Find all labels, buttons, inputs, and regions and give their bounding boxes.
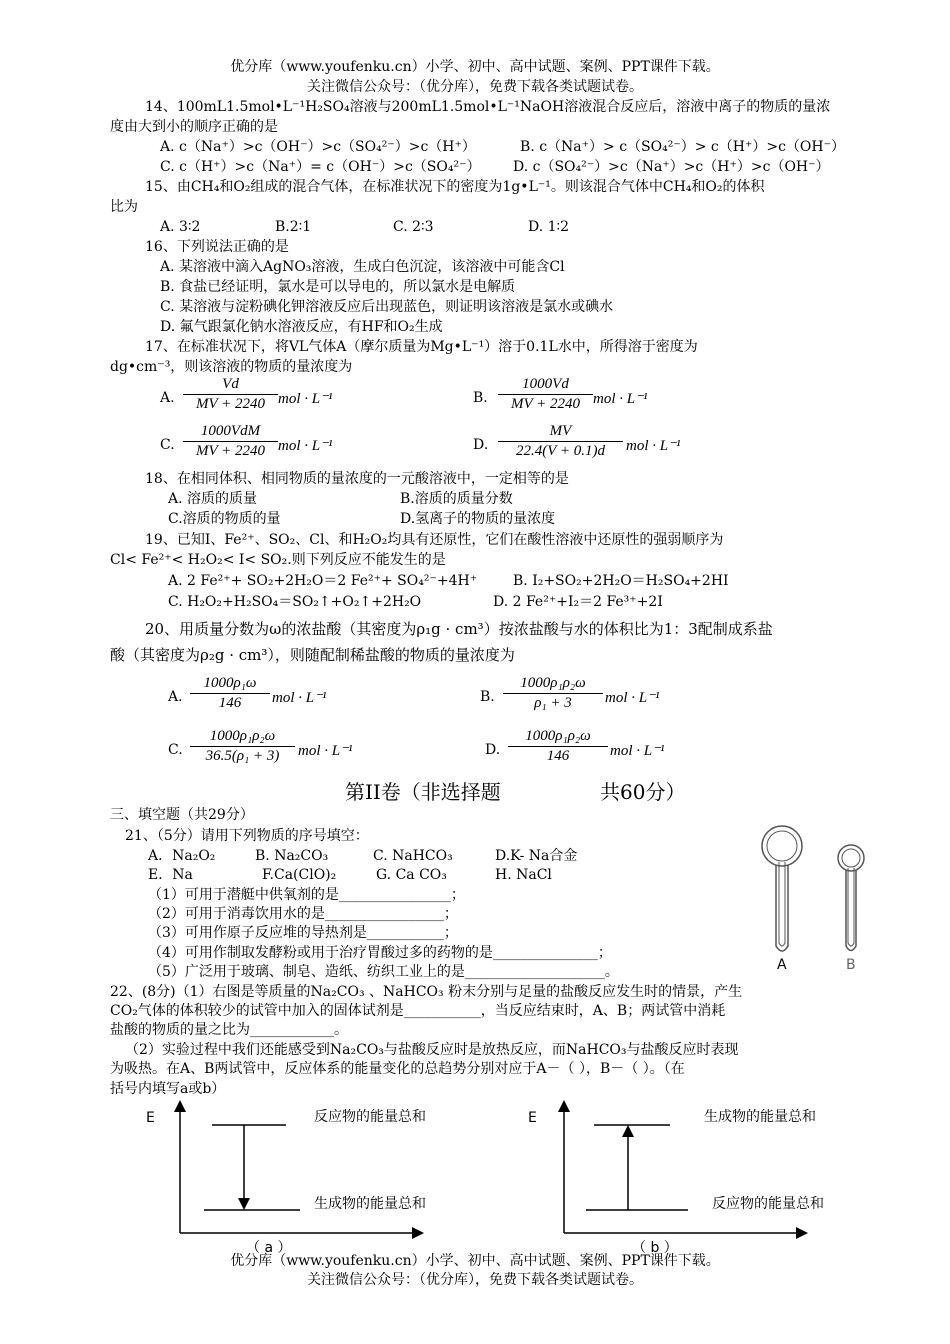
tube-a-label: A (777, 957, 787, 973)
q17-d-label: D. (473, 437, 489, 453)
q20-d-label: D. (485, 742, 501, 758)
q19-option-b: B. I₂+SO₂+2H₂O＝H₂SO₄+2HI (513, 573, 729, 589)
q21-choice-d: D.K- Na合金 (495, 848, 578, 864)
q20-b-label: B. (480, 689, 495, 705)
q20-c-numerator: 1000ρ₁ρ₂ω (190, 728, 295, 747)
q20-a-unit: mol · L⁻¹ (272, 690, 327, 706)
section-2-title: 第II卷（非选择题 (345, 780, 501, 804)
q15-option-c: C. 2∶3 (393, 219, 434, 235)
q20-d-unit: mol · L⁻¹ (610, 743, 665, 759)
q20-a-label: A. (168, 689, 183, 705)
q15-option-b: B.2∶1 (275, 219, 312, 235)
q22-p1-line-3: 盐酸的物质的量之比为____________。 (110, 1022, 348, 1038)
header-line-2: 关注微信公众号：（优分库），免费下载各类试题试卷。 (307, 79, 643, 95)
energy-diagram-a (140, 1098, 450, 1258)
q17-d-numerator: MV (498, 423, 623, 442)
bottom-label: 反应物的能量总和 (712, 1196, 824, 1212)
q14-option-a: A. c（Na⁺）>c（OH⁻）>c（SO₄²⁻）>c（H⁺） (160, 139, 476, 155)
q22-p2-line-1: （2）实验过程中我们还能感受到Na₂CO₃与盐酸反应时是放热反应，而NaHCO₃与盐酸反应时表现 (125, 1042, 739, 1058)
q17-c-numerator: 1000VdM (183, 423, 278, 442)
q17-c-unit: mol · L⁻¹ (278, 438, 333, 454)
q21-blank-1: （1）可用于潜艇中供氧剂的是________________； (148, 887, 465, 903)
q16-option-c: C. 某溶液与淀粉碘化钾溶液反应后出现蓝色，则证明该溶液是氯水或碘水 (160, 299, 614, 315)
q17-a-fraction (183, 376, 278, 413)
q15-option-d: D. 1∶2 (528, 219, 570, 235)
q20-a-numerator: 1000ρ₁ω (190, 675, 270, 694)
q15-stem-2: 比为 (110, 199, 138, 215)
q17-a-numerator: Vd (183, 376, 278, 395)
q21-choice-h: H. NaCl (495, 867, 552, 883)
q18-option-b: B.溶质的质量分数 (400, 491, 513, 507)
bottom-label: 生成物的能量总和 (314, 1196, 426, 1212)
caption: （ a ） (246, 1240, 292, 1256)
q17-c-denominator: MV + 2240 (195, 443, 265, 459)
q17-c-fraction (183, 423, 278, 460)
q20-stem-1: 20、用质量分数为ω的浓盐酸（其密度为ρ₁g · cm³）按浓盐酸与水的体积比为1：3配制成系盐 (145, 620, 773, 638)
caption: （ b ） (632, 1240, 678, 1256)
q17-stem-2: dg•cm⁻³，则该溶液的物质的量浓度为 (110, 359, 353, 375)
q21-blank-5: （5）广泛用于玻璃、制皂、造纸、纺织工业上的是____________________。 (148, 964, 619, 980)
q17-d-unit: mol · L⁻¹ (626, 438, 681, 454)
q20-c-fraction (190, 728, 295, 765)
q18-stem: 18、在相同体积、相同物质的量浓度的一元酸溶液中，一定相等的是 (145, 471, 569, 487)
q16-stem: 16、下列说法正确的是 (145, 239, 289, 255)
test-tube-b (838, 845, 864, 951)
q17-a-unit: mol · L⁻¹ (278, 391, 333, 407)
tube-b-label: B (846, 957, 856, 973)
q21-blank-3: （3）可用作原子反应堆的导热剂是___________； (148, 925, 458, 941)
q16-option-d: D. 氟气跟氯化钠水溶液反应，有HF和O₂生成 (160, 319, 443, 335)
q20-b-unit: mol · L⁻¹ (605, 690, 660, 706)
q17-b-denominator: MV + 2240 (510, 396, 580, 412)
header-line-1: 优分库（www.youfenku.cn）小学、初中、高中试题、案例、PPT课件下载。 (230, 59, 720, 75)
q17-b-fraction (498, 376, 593, 413)
q20-d-denominator: 146 (546, 748, 570, 764)
top-label: 生成物的能量总和 (704, 1109, 816, 1125)
q20-c-denominator: 36.5(ρ₁ + 3) (205, 748, 280, 764)
section-3-title: 三、填空题（共29分） (110, 807, 254, 823)
q21-choice-c: C. NaHCO₃ (373, 848, 453, 864)
test-tubes-figure (735, 818, 885, 978)
axis-label: E (146, 1110, 155, 1126)
q21-choice-a: A．Na₂O₂ (148, 848, 216, 864)
q19-stem-1: 19、已知I、Fe²⁺、SO₂、Cl、和H₂O₂均具有还原性，它们在酸性溶液中还原性的强弱顺序为 (145, 532, 724, 548)
q20-b-denominator: ρ₁ + 3 (534, 695, 572, 711)
q21-choice-b: B. Na₂CO₃ (255, 848, 329, 864)
q14-stem-2: 度由大到小的顺序正确的是 (110, 119, 278, 135)
energy-diagram-b (522, 1098, 847, 1258)
axis-label: E (528, 1110, 537, 1126)
q14-option-b: B. c（Na⁺）> c（SO₄²⁻）> c（H⁺）>c（OH⁻） (520, 139, 845, 155)
footer-line-2: 关注微信公众号：（优分库），免费下载各类试题试卷。 (307, 1272, 643, 1288)
q20-a-fraction (190, 675, 270, 712)
q21-blank-2: （2）可用于消毒饮用水的是_________________； (148, 906, 458, 922)
q17-d-denominator: 22.4(V + 0.1)d (515, 443, 605, 459)
q14-option-d: D. c（SO₄²⁻）>c（Na⁺）>c（H⁺）>c（OH⁻） (513, 159, 830, 175)
q21-stem: 21、（5分）请用下列物质的序号填空： (125, 828, 369, 844)
q19-option-c: C. H₂O₂+H₂SO₄＝SO₂↑+O₂↑+2H₂O (168, 594, 422, 610)
q20-d-numerator: 1000ρ₁ρ₂ω (508, 728, 608, 747)
q17-a-denominator: MV + 2240 (195, 396, 265, 412)
q21-choice-f: F.Ca(ClO)₂ (262, 867, 337, 883)
q21-blank-4: （4）可用作制取发酵粉或用于治疗胃酸过多的药物的是_______________； (148, 945, 612, 961)
q17-c-label: C. (160, 437, 175, 453)
q19-option-a: A. 2 Fe²⁺+ SO₂+2H₂O＝2 Fe²⁺+ SO₄²⁻+4H⁺ (168, 573, 478, 589)
q22-p1-line-2: CO₂气体的体积较少的试管中加入的固体试剂是___________，当反应结束时，A、B；两试管中消耗 (110, 1003, 726, 1019)
q20-b-numerator: 1000ρ₁ρ₂ω (503, 675, 603, 694)
q21-choice-e: E．Na (148, 867, 193, 883)
footer-line-1: 优分库（www.youfenku.cn）小学、初中、高中试题、案例、PPT课件下载。 (230, 1253, 720, 1269)
q18-option-a: A. 溶质的质量 (168, 491, 258, 507)
q14-stem-1: 14、100mL1.5mol•L⁻¹H₂SO₄溶液与200mL1.5mol•L⁻¹NaOH溶液混合反应后，溶液中离子的物质的量浓 (145, 99, 831, 115)
q20-c-unit: mol · L⁻¹ (298, 743, 353, 759)
q20-stem-2: 酸（其密度为ρ₂g · cm³），则随配制稀盐酸的物质的量浓度为 (110, 646, 515, 664)
q19-option-d: D. 2 Fe²⁺+I₂＝2 Fe³⁺+2I (493, 594, 663, 610)
q20-d-fraction (508, 728, 608, 765)
test-tube-a (762, 826, 802, 951)
q16-option-b: B. 食盐已经证明，氯水是可以导电的，所以氯水是电解质 (160, 279, 516, 295)
q14-option-c: C. c（H⁺）>c（Na⁺）= c（OH⁻）>c（SO₄²⁻） (160, 159, 481, 175)
q17-b-label: B. (473, 390, 488, 406)
q20-c-label: C. (168, 742, 183, 758)
q15-stem-1: 15、由CH₄和O₂组成的混合气体，在标准状况下的密度为1g•L⁻¹。则该混合气体中CH₄和O₂的体积 (145, 179, 765, 195)
q17-b-numerator: 1000Vd (498, 376, 593, 395)
q17-b-unit: mol · L⁻¹ (593, 391, 648, 407)
q18-option-d: D.氢离子的物质的量浓度 (400, 511, 556, 527)
q22-p1-line-1: 22、(8分)（1）右图是等质量的Na₂CO₃ 、NaHCO₃ 粉末分别与足量的盐酸反应发生时的情景，产生 (110, 984, 743, 1000)
q20-b-fraction (503, 675, 603, 712)
q20-a-denominator: 146 (218, 695, 242, 711)
q18-option-c: C.溶质的物质的量 (168, 511, 281, 527)
q17-d-fraction (498, 423, 623, 460)
q22-p2-line-2: 为吸热。在A、B两试管中，反应体系的能量变化的总趋势分别对应于A－（ ），B－（ ）。（在 (110, 1061, 685, 1077)
section-2-score: 共60分） (600, 780, 686, 804)
q17-stem-1: 17、在标准状况下，将VL气体A（摩尔质量为Mg•L⁻¹）溶于0.1L水中，所得溶于密度为 (145, 339, 698, 355)
q22-p2-line-3: 括号内填写a或b） (110, 1081, 226, 1097)
q16-option-a: A. 某溶液中滴入AgNO₃溶液，生成白色沉淀，该溶液中可能含Cl (160, 259, 565, 275)
q21-choice-g: G. Ca CO₃ (376, 867, 447, 883)
q19-stem-2: Cl< Fe²⁺< H₂O₂< I< SO₂.则下列反应不能发生的是 (110, 552, 446, 568)
q17-a-label: A. (160, 390, 175, 406)
top-label: 反应物的能量总和 (314, 1109, 426, 1125)
q15-option-a: A. 3∶2 (160, 219, 201, 235)
